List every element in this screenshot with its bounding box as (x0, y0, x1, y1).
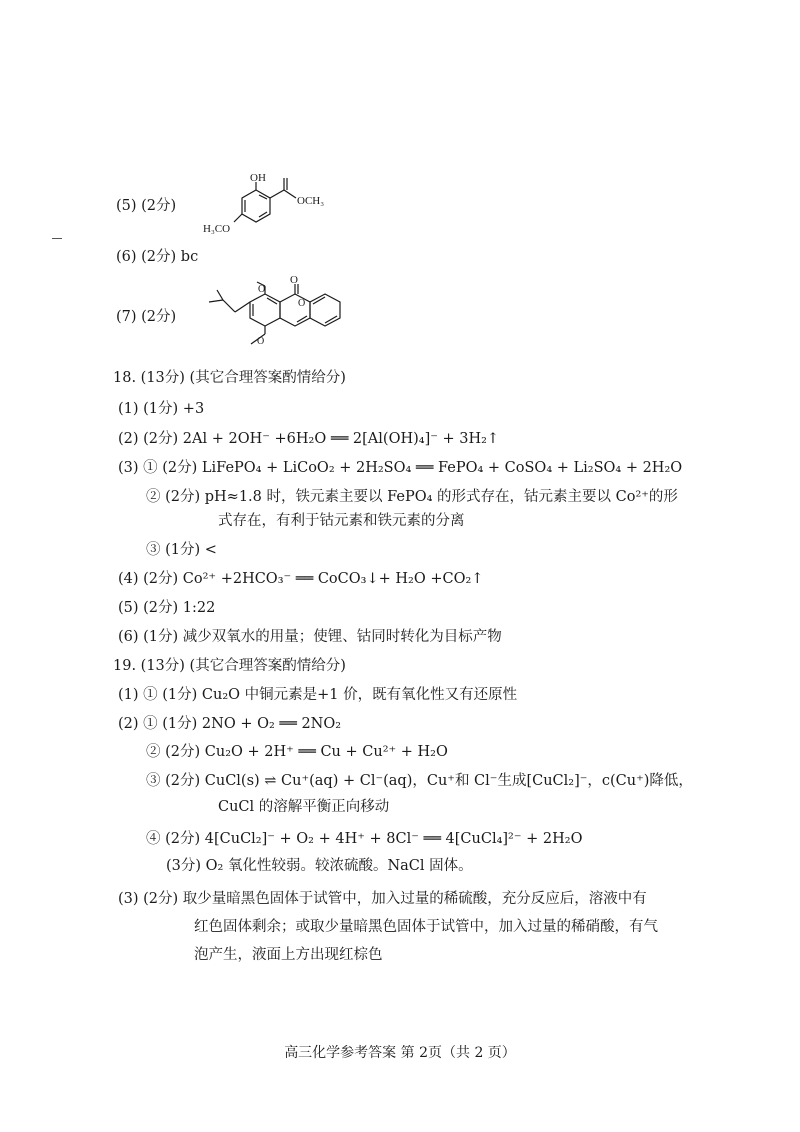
oh-label: OH (250, 172, 266, 184)
answer-19-1: (1) ① (1分) Cu₂O 中铜元素是+1 价，既有氧化性又有还原性 (118, 687, 518, 703)
answer-19-2-2: ② (2分) Cu₂O + 2H⁺ ══ Cu + Cu²⁺ + H₂O (146, 744, 448, 760)
methoxy-top-label: O (258, 284, 266, 295)
scan-mark (52, 238, 62, 239)
answer-17-6: (6) (2分) bc (116, 249, 199, 265)
answer-18-5: (5) (2分) 1:22 (118, 600, 216, 616)
answer-18-6: (6) (1分) 减少双氧水的用量；使锂、钴同时转化为目标产物 (118, 629, 502, 645)
answer-17-7: (7) (2分) (116, 309, 177, 325)
answer-19-3-line1: (3) (2分) 取少量暗黑色固体于试管中，加入过量的稀硫酸，充分反应后，溶液中有 (118, 891, 647, 907)
answer-19-3-line2: 红色固体剩余；或取少量暗黑色固体于试管中，加入过量的稀硝酸，有气 (194, 919, 658, 935)
carbonyl-o-label: O (290, 274, 298, 286)
question-18-header: 18. (13分) (其它合理答案酌情给分) (113, 370, 346, 386)
answer-18-1: (1) (1分) +3 (118, 401, 205, 417)
structure-17-5 (188, 168, 348, 248)
methoxy-label: H₃CO (203, 223, 231, 235)
answer-18-3-3: ③ (1分) < (146, 542, 217, 558)
answer-19-2-5: (3分) O₂ 氧化性较弱。较浓硫酸。NaCl 固体。 (166, 858, 473, 874)
answer-17-5: (5) (2分) (116, 198, 177, 214)
answer-19-2-3-line1: ③ (2分) CuCl(s) ⇌ Cu⁺(aq) + Cl⁻(aq)，Cu⁺和 Cl⁻生成[CuCl₂]⁻，c(Cu⁺)降低， (146, 773, 693, 789)
page-footer: 高三化学参考答案 第 2页（共 2 页） (284, 1045, 516, 1061)
answer-19-2-3-line2: CuCl 的溶解平衡正向移动 (218, 799, 390, 815)
answer-18-3-1: (3) ① (2分) LiFePO₄ + LiCoO₂ + 2H₂SO₄ ══ FePO₄ + CoSO₄ + Li₂SO₄ + 2H₂O (118, 460, 683, 476)
answer-18-3-2-line1: ② (2分) pH≈1.8 时，铁元素主要以 FePO₄ 的形式存在，钴元素主要以 Co²⁺的形 (146, 489, 678, 505)
ring-o-label: O (298, 298, 306, 309)
answer-18-2: (2) (2分) 2Al + 2OH⁻ +6H₂O ══ 2[Al(OH)₄]⁻ + 3H₂↑ (118, 431, 500, 447)
question-19-header: 19. (13分) (其它合理答案酌情给分) (113, 658, 346, 674)
answer-18-3-2-line2: 式存在，有利于钴元素和铁元素的分离 (218, 513, 465, 529)
answer-18-4: (4) (2分) Co²⁺ +2HCO₃⁻ ══ CoCO₃↓+ H₂O +CO₂↑ (118, 571, 484, 587)
ester-label: OCH₃ (297, 195, 325, 207)
methoxy-bottom-label: O (257, 336, 265, 347)
answer-19-2-4: ④ (2分) 4[CuCl₂]⁻ + O₂ + 4H⁺ + 8Cl⁻ ══ 4[CuCl₄]²⁻ + 2H₂O (146, 831, 583, 847)
answer-19-3-line3: 泡产生，液面上方出现红棕色 (194, 947, 383, 963)
answer-19-2-1: (2) ① (1分) 2NO + O₂ ══ 2NO₂ (118, 716, 342, 732)
structure-17-7 (195, 272, 365, 362)
